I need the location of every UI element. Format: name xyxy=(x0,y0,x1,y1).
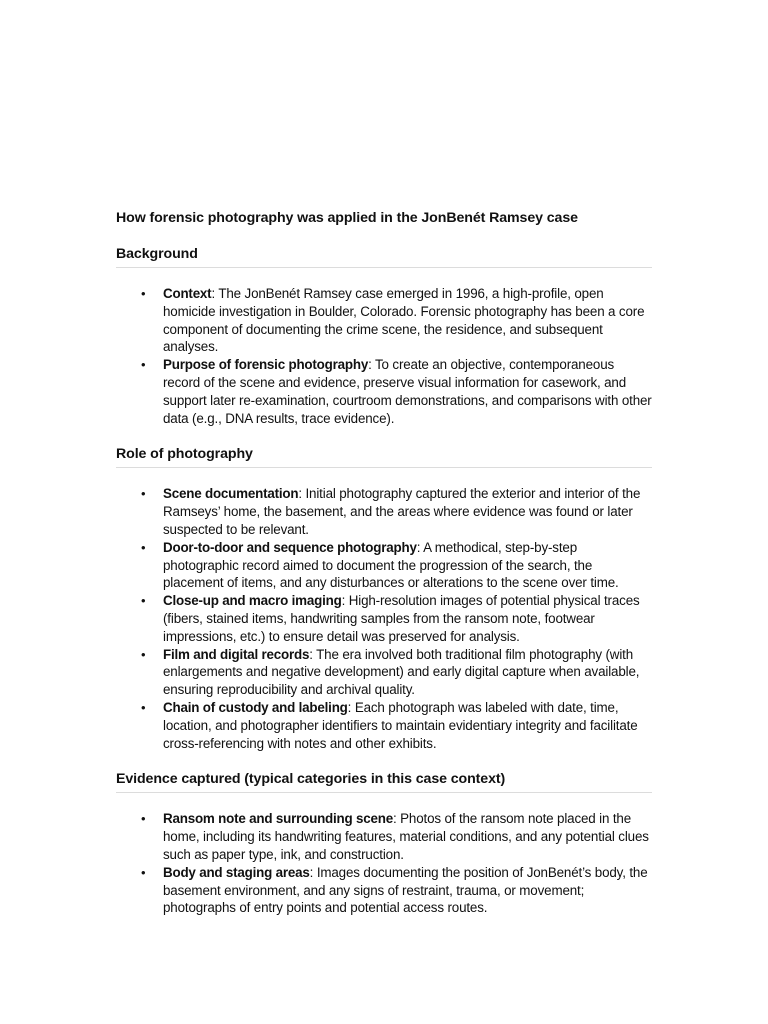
list-item-term: Door-to-door and sequence photography xyxy=(163,539,417,555)
bullet-icon: • xyxy=(141,593,146,609)
section-heading-background: Background xyxy=(116,244,652,268)
list-item-text: : The JonBenét Ramsey case emerged in 1996, a high-profile, open homicide investigation in Boulder, Colorado. Forensic photography has been a core component of documenting the crime scene, the residence, and subsequent analyses. xyxy=(163,286,645,355)
list-item-term: Purpose of forensic photography xyxy=(163,357,369,373)
section-heading-role-of-photography: Role of photography xyxy=(116,444,652,468)
list-item-text: : Images documenting the position of JonBenét’s body, the basement environment, and any signs of restraint, trauma, or movement; photographs of entry points and potential access routes. xyxy=(163,864,648,916)
list-item xyxy=(141,285,652,356)
bullet-icon: • xyxy=(141,646,146,662)
document-title: How forensic photography was applied in the JonBenét Ramsey case xyxy=(116,210,578,226)
bullet-icon: • xyxy=(141,486,146,502)
list-item xyxy=(141,864,652,917)
list-item xyxy=(141,539,652,592)
list-item-term: Ransom note and surrounding scene xyxy=(163,811,393,827)
bullet-list-evidence-captured xyxy=(116,810,652,917)
section-heading-evidence-captured: Evidence captured (typical categories in this case context) xyxy=(116,769,652,793)
list-item xyxy=(141,699,652,752)
list-item-text: : High-resolution images of potential physical traces (fibers, stained items, handwriting samples from the ransom note, footwear impressions, etc.) to ensure detail was preserved for analysis. xyxy=(163,593,640,644)
list-item-text: : The era involved both traditional film photography (with enlargements and negative development) and early digital capture when available, ensuring reproducibility and archival quality. xyxy=(163,646,640,698)
list-item-text: : To create an objective, contemporaneous record of the scene and evidence, preserve visual information for casework, and support later re-examination, courtroom demonstrations, and comparisons with other data (e.g., DNA results, trace evidence). xyxy=(163,357,652,426)
list-item-text: : Each photograph was labeled with date, time, location, and photographer identifiers to maintain evidentiary integrity and facilitate cross-referencing with notes and other exhibits. xyxy=(163,699,638,751)
bullet-icon: • xyxy=(141,864,146,880)
bullet-icon: • xyxy=(141,539,146,555)
list-item-term: Body and staging areas xyxy=(163,864,310,880)
list-item xyxy=(141,592,652,645)
list-item-term: Chain of custody and labeling xyxy=(163,699,348,715)
list-item xyxy=(141,485,652,538)
list-item xyxy=(141,356,652,427)
bullet-icon: • xyxy=(141,286,146,301)
bullet-icon: • xyxy=(141,811,146,827)
bullet-list-role-of-photography xyxy=(116,485,652,752)
list-item xyxy=(141,646,652,699)
list-item-text: : Photos of the ransom note placed in the home, including its handwriting features, material conditions, and any potential clues such as paper type, ink, and construction. xyxy=(163,811,649,862)
list-item-term: Context xyxy=(163,286,212,301)
list-item-text: : A methodical, step-by-step photographic record aimed to document the progression of the search, the placement of items, and any disturbances or alterations to the scene over time. xyxy=(163,539,619,591)
bullet-list-background xyxy=(116,285,652,427)
list-item-term: Film and digital records xyxy=(163,646,310,662)
bullet-icon: • xyxy=(141,357,146,373)
list-item-text: : Initial photography captured the exterior and interior of the Ramseys’ home, the basement, and the areas where evidence was found or later suspected to be relevant. xyxy=(163,486,641,537)
list-item-term: Scene documentation xyxy=(163,486,299,502)
list-item-term: Close-up and macro imaging xyxy=(163,593,342,609)
document-page xyxy=(116,208,652,934)
list-item xyxy=(141,810,652,863)
bullet-icon: • xyxy=(141,699,146,715)
